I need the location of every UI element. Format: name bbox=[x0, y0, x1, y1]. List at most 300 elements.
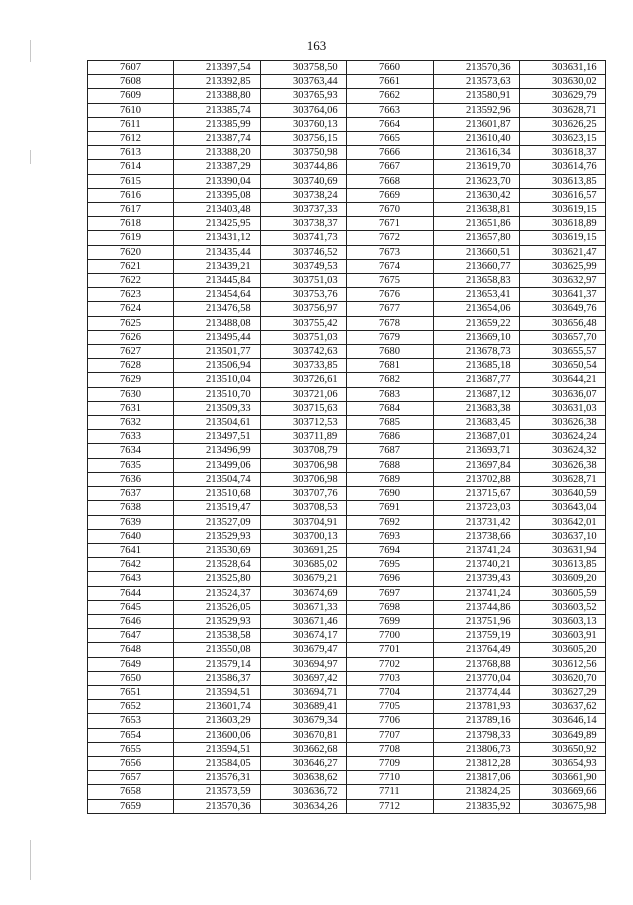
point-number-cell: 7672 bbox=[347, 231, 434, 245]
y-coordinate-cell: 303706,98 bbox=[261, 458, 347, 472]
y-coordinate-cell: 303618,89 bbox=[520, 217, 606, 231]
y-coordinate-cell: 303618,37 bbox=[520, 146, 606, 160]
point-number-cell: 7661 bbox=[347, 75, 434, 89]
x-coordinate-cell: 213731,42 bbox=[434, 515, 520, 529]
x-coordinate-cell: 213403,48 bbox=[174, 203, 261, 217]
point-number-cell: 7686 bbox=[347, 430, 434, 444]
point-number-cell: 7650 bbox=[88, 671, 174, 685]
y-coordinate-cell: 303629,79 bbox=[520, 89, 606, 103]
point-number-cell: 7640 bbox=[88, 529, 174, 543]
margin-mark bbox=[30, 150, 31, 164]
x-coordinate-cell: 213658,83 bbox=[434, 274, 520, 288]
point-number-cell: 7620 bbox=[88, 245, 174, 259]
table-row bbox=[88, 742, 606, 756]
x-coordinate-cell: 213770,04 bbox=[434, 671, 520, 685]
table-row bbox=[88, 146, 606, 160]
x-coordinate-cell: 213630,42 bbox=[434, 188, 520, 202]
point-number-cell: 7608 bbox=[88, 75, 174, 89]
point-number-cell: 7617 bbox=[88, 203, 174, 217]
x-coordinate-cell: 213653,41 bbox=[434, 288, 520, 302]
x-coordinate-cell: 213439,21 bbox=[174, 259, 261, 273]
point-number-cell: 7643 bbox=[88, 572, 174, 586]
x-coordinate-cell: 213741,24 bbox=[434, 543, 520, 557]
x-coordinate-cell: 213781,93 bbox=[434, 700, 520, 714]
x-coordinate-cell: 213525,80 bbox=[174, 572, 261, 586]
point-number-cell: 7629 bbox=[88, 373, 174, 387]
x-coordinate-cell: 213388,80 bbox=[174, 89, 261, 103]
y-coordinate-cell: 303638,62 bbox=[261, 771, 347, 785]
x-coordinate-cell: 213529,93 bbox=[174, 614, 261, 628]
table-row bbox=[88, 543, 606, 557]
x-coordinate-cell: 213387,74 bbox=[174, 132, 261, 146]
x-coordinate-cell: 213594,51 bbox=[174, 685, 261, 699]
y-coordinate-cell: 303749,53 bbox=[261, 259, 347, 273]
point-number-cell: 7682 bbox=[347, 373, 434, 387]
x-coordinate-cell: 213638,81 bbox=[434, 203, 520, 217]
point-number-cell: 7615 bbox=[88, 174, 174, 188]
y-coordinate-cell: 303671,46 bbox=[261, 614, 347, 628]
point-number-cell: 7651 bbox=[88, 685, 174, 699]
x-coordinate-cell: 213603,29 bbox=[174, 714, 261, 728]
x-coordinate-cell: 213435,44 bbox=[174, 245, 261, 259]
table-row bbox=[88, 657, 606, 671]
x-coordinate-cell: 213524,37 bbox=[174, 586, 261, 600]
point-number-cell: 7690 bbox=[347, 487, 434, 501]
point-number-cell: 7666 bbox=[347, 146, 434, 160]
x-coordinate-cell: 213660,51 bbox=[434, 245, 520, 259]
table-row bbox=[88, 117, 606, 131]
point-number-cell: 7631 bbox=[88, 401, 174, 415]
point-number-cell: 7632 bbox=[88, 416, 174, 430]
y-coordinate-cell: 303679,34 bbox=[261, 714, 347, 728]
y-coordinate-cell: 303751,03 bbox=[261, 330, 347, 344]
point-number-cell: 7623 bbox=[88, 288, 174, 302]
x-coordinate-cell: 213654,06 bbox=[434, 302, 520, 316]
x-coordinate-cell: 213510,70 bbox=[174, 387, 261, 401]
x-coordinate-cell: 213506,94 bbox=[174, 359, 261, 373]
coordinates-table bbox=[87, 60, 606, 814]
y-coordinate-cell: 303616,57 bbox=[520, 188, 606, 202]
y-coordinate-cell: 303640,59 bbox=[520, 487, 606, 501]
y-coordinate-cell: 303650,54 bbox=[520, 359, 606, 373]
x-coordinate-cell: 213768,88 bbox=[434, 657, 520, 671]
point-number-cell: 7639 bbox=[88, 515, 174, 529]
y-coordinate-cell: 303712,53 bbox=[261, 416, 347, 430]
x-coordinate-cell: 213387,29 bbox=[174, 160, 261, 174]
x-coordinate-cell: 213550,08 bbox=[174, 643, 261, 657]
table-row bbox=[88, 316, 606, 330]
point-number-cell: 7610 bbox=[88, 103, 174, 117]
x-coordinate-cell: 213683,45 bbox=[434, 416, 520, 430]
y-coordinate-cell: 303643,04 bbox=[520, 501, 606, 515]
point-number-cell: 7708 bbox=[347, 742, 434, 756]
y-coordinate-cell: 303740,69 bbox=[261, 174, 347, 188]
x-coordinate-cell: 213610,40 bbox=[434, 132, 520, 146]
x-coordinate-cell: 213584,05 bbox=[174, 756, 261, 770]
y-coordinate-cell: 303694,71 bbox=[261, 685, 347, 699]
point-number-cell: 7684 bbox=[347, 401, 434, 415]
table-row bbox=[88, 217, 606, 231]
table-row bbox=[88, 728, 606, 742]
y-coordinate-cell: 303694,97 bbox=[261, 657, 347, 671]
y-coordinate-cell: 303685,02 bbox=[261, 558, 347, 572]
point-number-cell: 7710 bbox=[347, 771, 434, 785]
x-coordinate-cell: 213496,99 bbox=[174, 444, 261, 458]
table-row bbox=[88, 529, 606, 543]
x-coordinate-cell: 213509,33 bbox=[174, 401, 261, 415]
y-coordinate-cell: 303657,70 bbox=[520, 330, 606, 344]
y-coordinate-cell: 303744,86 bbox=[261, 160, 347, 174]
y-coordinate-cell: 303605,59 bbox=[520, 586, 606, 600]
y-coordinate-cell: 303641,37 bbox=[520, 288, 606, 302]
x-coordinate-cell: 213601,87 bbox=[434, 117, 520, 131]
y-coordinate-cell: 303733,85 bbox=[261, 359, 347, 373]
y-coordinate-cell: 303630,02 bbox=[520, 75, 606, 89]
point-number-cell: 7642 bbox=[88, 558, 174, 572]
y-coordinate-cell: 303671,33 bbox=[261, 600, 347, 614]
x-coordinate-cell: 213740,21 bbox=[434, 558, 520, 572]
y-coordinate-cell: 303624,32 bbox=[520, 444, 606, 458]
y-coordinate-cell: 303737,33 bbox=[261, 203, 347, 217]
point-number-cell: 7611 bbox=[88, 117, 174, 131]
point-number-cell: 7621 bbox=[88, 259, 174, 273]
y-coordinate-cell: 303755,42 bbox=[261, 316, 347, 330]
margin-mark bbox=[30, 840, 31, 880]
table-row bbox=[88, 714, 606, 728]
x-coordinate-cell: 213702,88 bbox=[434, 472, 520, 486]
point-number-cell: 7625 bbox=[88, 316, 174, 330]
table-row bbox=[88, 785, 606, 799]
y-coordinate-cell: 303637,62 bbox=[520, 700, 606, 714]
table-row bbox=[88, 373, 606, 387]
x-coordinate-cell: 213579,14 bbox=[174, 657, 261, 671]
y-coordinate-cell: 303726,61 bbox=[261, 373, 347, 387]
point-number-cell: 7712 bbox=[347, 799, 434, 813]
x-coordinate-cell: 213497,51 bbox=[174, 430, 261, 444]
x-coordinate-cell: 213685,18 bbox=[434, 359, 520, 373]
x-coordinate-cell: 213683,38 bbox=[434, 401, 520, 415]
y-coordinate-cell: 303636,07 bbox=[520, 387, 606, 401]
y-coordinate-cell: 303603,91 bbox=[520, 629, 606, 643]
y-coordinate-cell: 303765,93 bbox=[261, 89, 347, 103]
x-coordinate-cell: 213687,01 bbox=[434, 430, 520, 444]
y-coordinate-cell: 303721,06 bbox=[261, 387, 347, 401]
point-number-cell: 7693 bbox=[347, 529, 434, 543]
y-coordinate-cell: 303634,26 bbox=[261, 799, 347, 813]
point-number-cell: 7630 bbox=[88, 387, 174, 401]
y-coordinate-cell: 303662,68 bbox=[261, 742, 347, 756]
y-coordinate-cell: 303675,98 bbox=[520, 799, 606, 813]
point-number-cell: 7613 bbox=[88, 146, 174, 160]
table-row bbox=[88, 799, 606, 813]
point-number-cell: 7685 bbox=[347, 416, 434, 430]
table-row bbox=[88, 387, 606, 401]
point-number-cell: 7641 bbox=[88, 543, 174, 557]
point-number-cell: 7668 bbox=[347, 174, 434, 188]
x-coordinate-cell: 213504,74 bbox=[174, 472, 261, 486]
x-coordinate-cell: 213570,36 bbox=[434, 61, 520, 75]
table-row bbox=[88, 430, 606, 444]
x-coordinate-cell: 213619,70 bbox=[434, 160, 520, 174]
x-coordinate-cell: 213570,36 bbox=[174, 799, 261, 813]
y-coordinate-cell: 303689,41 bbox=[261, 700, 347, 714]
table-row bbox=[88, 558, 606, 572]
point-number-cell: 7664 bbox=[347, 117, 434, 131]
y-coordinate-cell: 303674,69 bbox=[261, 586, 347, 600]
point-number-cell: 7695 bbox=[347, 558, 434, 572]
point-number-cell: 7670 bbox=[347, 203, 434, 217]
table-row bbox=[88, 643, 606, 657]
x-coordinate-cell: 213600,06 bbox=[174, 728, 261, 742]
point-number-cell: 7676 bbox=[347, 288, 434, 302]
y-coordinate-cell: 303650,92 bbox=[520, 742, 606, 756]
point-number-cell: 7627 bbox=[88, 345, 174, 359]
x-coordinate-cell: 213751,96 bbox=[434, 614, 520, 628]
table-row bbox=[88, 501, 606, 515]
table-row bbox=[88, 103, 606, 117]
y-coordinate-cell: 303758,50 bbox=[261, 61, 347, 75]
table-row bbox=[88, 174, 606, 188]
table-row bbox=[88, 586, 606, 600]
x-coordinate-cell: 213528,64 bbox=[174, 558, 261, 572]
x-coordinate-cell: 213388,20 bbox=[174, 146, 261, 160]
table-row bbox=[88, 132, 606, 146]
y-coordinate-cell: 303708,79 bbox=[261, 444, 347, 458]
table-row bbox=[88, 685, 606, 699]
point-number-cell: 7673 bbox=[347, 245, 434, 259]
point-number-cell: 7702 bbox=[347, 657, 434, 671]
point-number-cell: 7683 bbox=[347, 387, 434, 401]
y-coordinate-cell: 303649,89 bbox=[520, 728, 606, 742]
table-row bbox=[88, 75, 606, 89]
x-coordinate-cell: 213660,77 bbox=[434, 259, 520, 273]
x-coordinate-cell: 213488,08 bbox=[174, 316, 261, 330]
x-coordinate-cell: 213697,84 bbox=[434, 458, 520, 472]
y-coordinate-cell: 303642,01 bbox=[520, 515, 606, 529]
point-number-cell: 7655 bbox=[88, 742, 174, 756]
y-coordinate-cell: 303619,15 bbox=[520, 203, 606, 217]
y-coordinate-cell: 303619,15 bbox=[520, 231, 606, 245]
y-coordinate-cell: 303613,85 bbox=[520, 558, 606, 572]
x-coordinate-cell: 213538,58 bbox=[174, 629, 261, 643]
point-number-cell: 7634 bbox=[88, 444, 174, 458]
y-coordinate-cell: 303614,76 bbox=[520, 160, 606, 174]
table-row bbox=[88, 614, 606, 628]
point-number-cell: 7647 bbox=[88, 629, 174, 643]
x-coordinate-cell: 213510,68 bbox=[174, 487, 261, 501]
x-coordinate-cell: 213495,44 bbox=[174, 330, 261, 344]
point-number-cell: 7609 bbox=[88, 89, 174, 103]
table-row bbox=[88, 756, 606, 770]
y-coordinate-cell: 303679,21 bbox=[261, 572, 347, 586]
y-coordinate-cell: 303708,53 bbox=[261, 501, 347, 515]
y-coordinate-cell: 303661,90 bbox=[520, 771, 606, 785]
point-number-cell: 7706 bbox=[347, 714, 434, 728]
point-number-cell: 7703 bbox=[347, 671, 434, 685]
table-row bbox=[88, 245, 606, 259]
table-row bbox=[88, 160, 606, 174]
table-body bbox=[88, 61, 606, 814]
point-number-cell: 7691 bbox=[347, 501, 434, 515]
point-number-cell: 7607 bbox=[88, 61, 174, 75]
point-number-cell: 7669 bbox=[347, 188, 434, 202]
table-row bbox=[88, 345, 606, 359]
point-number-cell: 7681 bbox=[347, 359, 434, 373]
table-row bbox=[88, 487, 606, 501]
y-coordinate-cell: 303631,03 bbox=[520, 401, 606, 415]
x-coordinate-cell: 213586,37 bbox=[174, 671, 261, 685]
point-number-cell: 7646 bbox=[88, 614, 174, 628]
y-coordinate-cell: 303763,44 bbox=[261, 75, 347, 89]
y-coordinate-cell: 303637,10 bbox=[520, 529, 606, 543]
x-coordinate-cell: 213739,43 bbox=[434, 572, 520, 586]
point-number-cell: 7667 bbox=[347, 160, 434, 174]
table-row bbox=[88, 401, 606, 415]
x-coordinate-cell: 213738,66 bbox=[434, 529, 520, 543]
point-number-cell: 7707 bbox=[347, 728, 434, 742]
point-number-cell: 7648 bbox=[88, 643, 174, 657]
x-coordinate-cell: 213504,61 bbox=[174, 416, 261, 430]
x-coordinate-cell: 213798,33 bbox=[434, 728, 520, 742]
y-coordinate-cell: 303711,89 bbox=[261, 430, 347, 444]
table-row bbox=[88, 259, 606, 273]
table-row bbox=[88, 359, 606, 373]
x-coordinate-cell: 213580,91 bbox=[434, 89, 520, 103]
y-coordinate-cell: 303627,29 bbox=[520, 685, 606, 699]
point-number-cell: 7687 bbox=[347, 444, 434, 458]
y-coordinate-cell: 303624,24 bbox=[520, 430, 606, 444]
x-coordinate-cell: 213835,92 bbox=[434, 799, 520, 813]
table-row bbox=[88, 515, 606, 529]
y-coordinate-cell: 303697,42 bbox=[261, 671, 347, 685]
x-coordinate-cell: 213529,93 bbox=[174, 529, 261, 543]
y-coordinate-cell: 303691,25 bbox=[261, 543, 347, 557]
y-coordinate-cell: 303654,93 bbox=[520, 756, 606, 770]
x-coordinate-cell: 213744,86 bbox=[434, 600, 520, 614]
y-coordinate-cell: 303674,17 bbox=[261, 629, 347, 643]
x-coordinate-cell: 213431,12 bbox=[174, 231, 261, 245]
x-coordinate-cell: 213715,67 bbox=[434, 487, 520, 501]
point-number-cell: 7671 bbox=[347, 217, 434, 231]
point-number-cell: 7697 bbox=[347, 586, 434, 600]
y-coordinate-cell: 303626,25 bbox=[520, 117, 606, 131]
point-number-cell: 7663 bbox=[347, 103, 434, 117]
page-number: 163 bbox=[306, 38, 327, 53]
x-coordinate-cell: 213812,28 bbox=[434, 756, 520, 770]
point-number-cell: 7637 bbox=[88, 487, 174, 501]
point-number-cell: 7622 bbox=[88, 274, 174, 288]
x-coordinate-cell: 213526,05 bbox=[174, 600, 261, 614]
y-coordinate-cell: 303621,47 bbox=[520, 245, 606, 259]
point-number-cell: 7696 bbox=[347, 572, 434, 586]
table-row bbox=[88, 288, 606, 302]
y-coordinate-cell: 303738,24 bbox=[261, 188, 347, 202]
point-number-cell: 7694 bbox=[347, 543, 434, 557]
table-row bbox=[88, 458, 606, 472]
table-row bbox=[88, 700, 606, 714]
point-number-cell: 7654 bbox=[88, 728, 174, 742]
table-row bbox=[88, 472, 606, 486]
x-coordinate-cell: 213390,04 bbox=[174, 174, 261, 188]
point-number-cell: 7705 bbox=[347, 700, 434, 714]
y-coordinate-cell: 303669,66 bbox=[520, 785, 606, 799]
x-coordinate-cell: 213510,04 bbox=[174, 373, 261, 387]
point-number-cell: 7709 bbox=[347, 756, 434, 770]
y-coordinate-cell: 303620,70 bbox=[520, 671, 606, 685]
y-coordinate-cell: 303741,73 bbox=[261, 231, 347, 245]
margin-mark bbox=[30, 40, 31, 62]
y-coordinate-cell: 303631,94 bbox=[520, 543, 606, 557]
y-coordinate-cell: 303613,85 bbox=[520, 174, 606, 188]
table-row bbox=[88, 89, 606, 103]
table-row bbox=[88, 771, 606, 785]
x-coordinate-cell: 213499,06 bbox=[174, 458, 261, 472]
y-coordinate-cell: 303646,27 bbox=[261, 756, 347, 770]
x-coordinate-cell: 213501,77 bbox=[174, 345, 261, 359]
x-coordinate-cell: 213623,70 bbox=[434, 174, 520, 188]
point-number-cell: 7665 bbox=[347, 132, 434, 146]
y-coordinate-cell: 303679,47 bbox=[261, 643, 347, 657]
x-coordinate-cell: 213527,09 bbox=[174, 515, 261, 529]
y-coordinate-cell: 303707,76 bbox=[261, 487, 347, 501]
x-coordinate-cell: 213592,96 bbox=[434, 103, 520, 117]
point-number-cell: 7638 bbox=[88, 501, 174, 515]
point-number-cell: 7700 bbox=[347, 629, 434, 643]
y-coordinate-cell: 303626,38 bbox=[520, 416, 606, 430]
x-coordinate-cell: 213759,19 bbox=[434, 629, 520, 643]
x-coordinate-cell: 213573,59 bbox=[174, 785, 261, 799]
table-row bbox=[88, 231, 606, 245]
point-number-cell: 7699 bbox=[347, 614, 434, 628]
table-row bbox=[88, 416, 606, 430]
point-number-cell: 7675 bbox=[347, 274, 434, 288]
point-number-cell: 7636 bbox=[88, 472, 174, 486]
y-coordinate-cell: 303738,37 bbox=[261, 217, 347, 231]
point-number-cell: 7616 bbox=[88, 188, 174, 202]
point-number-cell: 7624 bbox=[88, 302, 174, 316]
point-number-cell: 7652 bbox=[88, 700, 174, 714]
x-coordinate-cell: 213576,31 bbox=[174, 771, 261, 785]
x-coordinate-cell: 213385,99 bbox=[174, 117, 261, 131]
point-number-cell: 7692 bbox=[347, 515, 434, 529]
point-number-cell: 7689 bbox=[347, 472, 434, 486]
table-row bbox=[88, 444, 606, 458]
table-row bbox=[88, 671, 606, 685]
y-coordinate-cell: 303742,63 bbox=[261, 345, 347, 359]
x-coordinate-cell: 213687,12 bbox=[434, 387, 520, 401]
x-coordinate-cell: 213723,03 bbox=[434, 501, 520, 515]
point-number-cell: 7674 bbox=[347, 259, 434, 273]
point-number-cell: 7711 bbox=[347, 785, 434, 799]
y-coordinate-cell: 303760,13 bbox=[261, 117, 347, 131]
x-coordinate-cell: 213657,80 bbox=[434, 231, 520, 245]
y-coordinate-cell: 303655,57 bbox=[520, 345, 606, 359]
table-row bbox=[88, 600, 606, 614]
point-number-cell: 7659 bbox=[88, 799, 174, 813]
y-coordinate-cell: 303706,98 bbox=[261, 472, 347, 486]
y-coordinate-cell: 303644,21 bbox=[520, 373, 606, 387]
point-number-cell: 7649 bbox=[88, 657, 174, 671]
y-coordinate-cell: 303649,76 bbox=[520, 302, 606, 316]
point-number-cell: 7653 bbox=[88, 714, 174, 728]
y-coordinate-cell: 303625,99 bbox=[520, 259, 606, 273]
x-coordinate-cell: 213530,69 bbox=[174, 543, 261, 557]
point-number-cell: 7680 bbox=[347, 345, 434, 359]
x-coordinate-cell: 213669,10 bbox=[434, 330, 520, 344]
table-row bbox=[88, 629, 606, 643]
y-coordinate-cell: 303636,72 bbox=[261, 785, 347, 799]
point-number-cell: 7688 bbox=[347, 458, 434, 472]
